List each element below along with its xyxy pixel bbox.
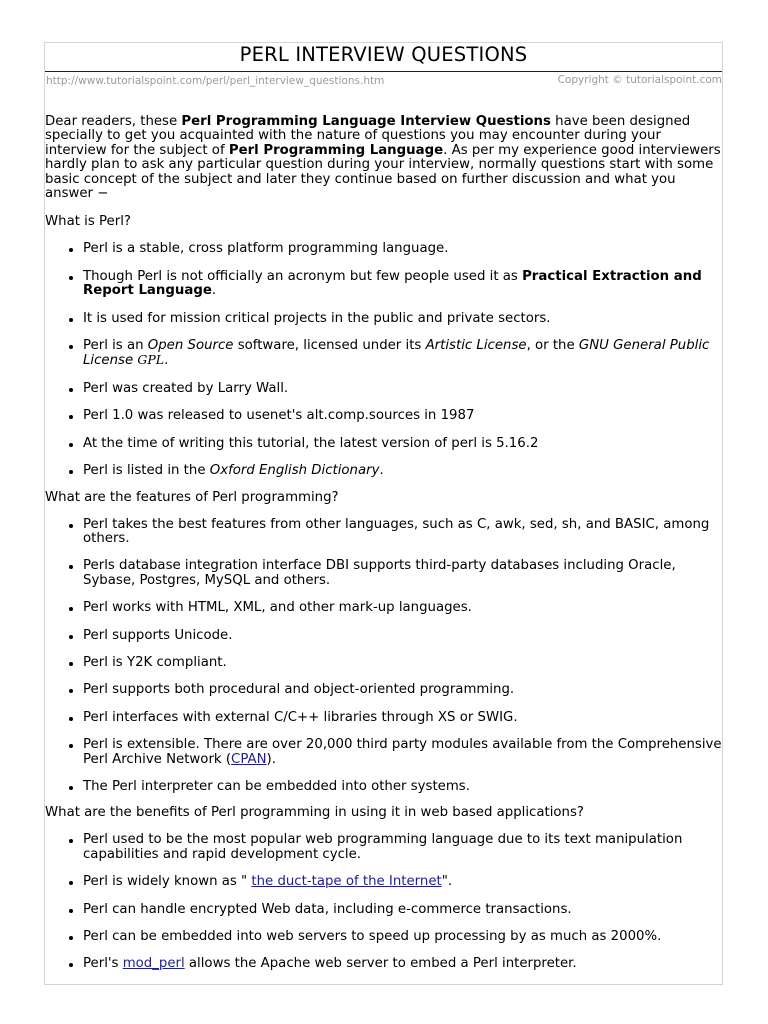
list-item: The Perl interpreter can be embedded into other systems. — [45, 780, 724, 794]
list-item: Perl supports Unicode. — [45, 629, 724, 643]
list-item: Perl is Y2K compliant. — [45, 656, 724, 670]
list-item: Perl can handle encrypted Web data, including e-commerce transactions. — [45, 903, 724, 917]
list-item: Though Perl is not officially an acronym but few people used it as Practical Extraction and Report Language. — [45, 270, 724, 299]
answer-list-web-benefits — [45, 833, 724, 971]
page-title: PERL INTERVIEW QUESTIONS — [239, 43, 528, 66]
intro-paragraph: Dear readers, these Perl Programming Language Interview Questions have been designed specially to get you acquainted with the nature of questions you may encounter during your interview for the subject of Perl Programming Language. As per my experience good interviewers hardly plan to ask any particular question during your interview, normally questions start with some basic concept of the subject and later they continue based on further discussion and what you answer − — [45, 114, 721, 202]
cpan-link[interactable]: CPAN — [231, 751, 267, 767]
list-item: Perl used to be the most popular web programming language due to its text manipulation capabilities and rapid development cycle. — [45, 833, 724, 862]
list-item: Perl supports both procedural and object-oriented programming. — [45, 683, 724, 697]
list-item: Perl is listed in the Oxford English Dictionary. — [45, 464, 724, 478]
list-item: At the time of writing this tutorial, the latest version of perl is 5.16.2 — [45, 437, 724, 451]
list-item: Perl was created by Larry Wall. — [45, 382, 724, 396]
question-features: What are the features of Perl programming? — [45, 489, 339, 505]
answer-list-what-is-perl — [45, 242, 724, 478]
source-url: http://www.tutorialspoint.com/perl/perl_interview_questions.htm — [46, 75, 385, 87]
list-item: Perl is a stable, cross platform programming language. — [45, 242, 724, 256]
copyright-notice: Copyright © tutorialspoint.com — [557, 74, 722, 86]
list-item: Perls database integration interface DBI supports third-party databases including Oracle, Sybase, Postgres, MySQL and others. — [45, 559, 724, 588]
list-item: Perl is widely known as " the duct-tape of the Internet". — [45, 875, 724, 889]
question-what-is-perl: What is Perl? — [45, 214, 131, 230]
list-item: Perl interfaces with external C/C++ libraries through XS or SWIG. — [45, 711, 724, 725]
article-body — [45, 115, 724, 985]
title-divider — [45, 71, 722, 72]
list-item: Perl 1.0 was released to usenet's alt.comp.sources in 1987 — [45, 409, 724, 423]
list-item: Perl works with HTML, XML, and other mark-up languages. — [45, 601, 724, 615]
list-item: It is used for mission critical projects in the public and private sectors. — [45, 312, 724, 326]
list-item: Perl takes the best features from other languages, such as C, awk, sed, sh, and BASIC, among others. — [45, 518, 724, 547]
list-item: Perl is extensible. There are over 20,000 third party modules available from the Comprehensive Perl Archive Network (CPAN). — [45, 738, 724, 767]
question-web-benefits: What are the benefits of Perl programming in using it in web based applications? — [45, 805, 584, 821]
mod-perl-link[interactable]: mod_perl — [122, 956, 185, 972]
answer-list-features — [45, 518, 724, 795]
duct-tape-link[interactable]: the duct-tape of the Internet — [251, 874, 442, 890]
list-item: Perl is an Open Source software, licensed under its Artistic License, or the GNU General Public License GPL. — [45, 339, 724, 369]
document-page — [44, 42, 723, 985]
list-item: Perl can be embedded into web servers to speed up processing by as much as 2000%. — [45, 930, 724, 944]
list-item: Perl's mod_perl allows the Apache web server to embed a Perl interpreter. — [45, 957, 724, 971]
